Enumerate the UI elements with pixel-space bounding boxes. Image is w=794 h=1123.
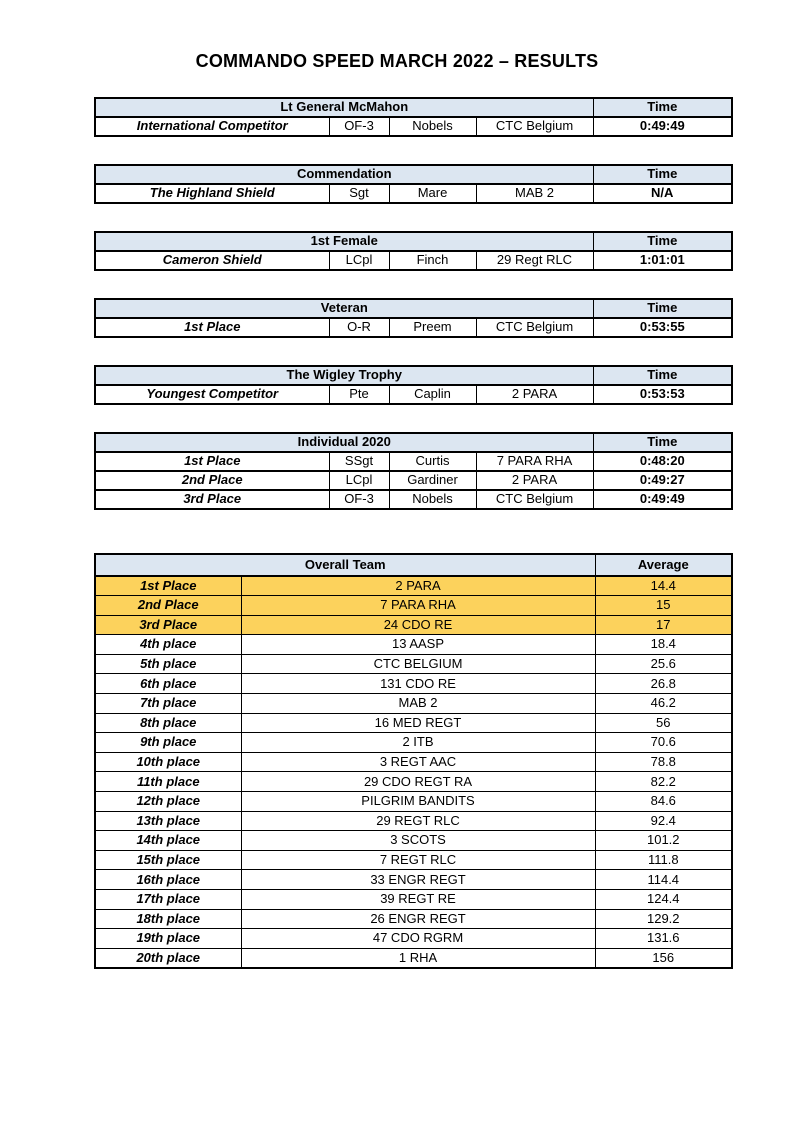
unit-cell: CTC Belgium bbox=[476, 318, 593, 337]
overall-team-header-cell: Overall Team bbox=[95, 554, 595, 576]
team-cell: 3 REGT AAC bbox=[241, 752, 595, 772]
table-row bbox=[95, 948, 732, 968]
place-cell: 19th place bbox=[95, 929, 241, 949]
average-cell: 84.6 bbox=[595, 792, 732, 812]
award-title-cell: 1st Female bbox=[95, 232, 593, 251]
team-cell: 29 REGT RLC bbox=[241, 811, 595, 831]
table-row bbox=[95, 909, 732, 929]
time-header-cell: Time bbox=[593, 165, 732, 184]
table-row bbox=[95, 694, 732, 714]
team-cell: 16 MED REGT bbox=[241, 713, 595, 733]
table-row bbox=[95, 772, 732, 792]
table-row bbox=[95, 850, 732, 870]
table-overall-team bbox=[94, 553, 733, 969]
team-cell: 39 REGT RE bbox=[241, 890, 595, 910]
average-cell: 15 bbox=[595, 596, 732, 616]
rank-cell: OF-3 bbox=[329, 490, 389, 509]
table-row bbox=[95, 490, 732, 509]
average-cell: 70.6 bbox=[595, 733, 732, 753]
trophy-label-cell: 2nd Place bbox=[95, 471, 329, 490]
surname-cell: Caplin bbox=[389, 385, 476, 404]
table-row bbox=[95, 792, 732, 812]
surname-cell: Gardiner bbox=[389, 471, 476, 490]
trophy-label-cell: 1st Place bbox=[95, 318, 329, 337]
time-cell: 0:49:49 bbox=[593, 490, 732, 509]
table-row bbox=[95, 654, 732, 674]
team-cell: CTC BELGIUM bbox=[241, 654, 595, 674]
table-wigley-trophy bbox=[94, 365, 733, 405]
rank-cell: SSgt bbox=[329, 452, 389, 471]
surname-cell: Curtis bbox=[389, 452, 476, 471]
average-cell: 129.2 bbox=[595, 909, 732, 929]
time-cell: 0:53:53 bbox=[593, 385, 732, 404]
trophy-label-cell: Youngest Competitor bbox=[95, 385, 329, 404]
table-row bbox=[95, 117, 732, 136]
time-cell: 0:53:55 bbox=[593, 318, 732, 337]
rank-cell: O-R bbox=[329, 318, 389, 337]
unit-cell: 2 PARA bbox=[476, 471, 593, 490]
average-cell: 14.4 bbox=[595, 576, 732, 596]
table-row bbox=[95, 831, 732, 851]
place-cell: 10th place bbox=[95, 752, 241, 772]
surname-cell: Finch bbox=[389, 251, 476, 270]
team-cell: 33 ENGR REGT bbox=[241, 870, 595, 890]
place-cell: 17th place bbox=[95, 890, 241, 910]
team-cell: 47 CDO RGRM bbox=[241, 929, 595, 949]
team-cell: 26 ENGR REGT bbox=[241, 909, 595, 929]
place-cell: 5th place bbox=[95, 654, 241, 674]
place-cell: 9th place bbox=[95, 733, 241, 753]
award-title-cell: Veteran bbox=[95, 299, 593, 318]
place-cell: 18th place bbox=[95, 909, 241, 929]
table-row bbox=[95, 318, 732, 337]
trophy-label-cell: International Competitor bbox=[95, 117, 329, 136]
table-row bbox=[95, 929, 732, 949]
average-cell: 25.6 bbox=[595, 654, 732, 674]
surname-cell: Nobels bbox=[389, 117, 476, 136]
table-row bbox=[95, 733, 732, 753]
average-cell: 114.4 bbox=[595, 870, 732, 890]
unit-cell: 29 Regt RLC bbox=[476, 251, 593, 270]
trophy-label-cell: 1st Place bbox=[95, 452, 329, 471]
team-cell: 3 SCOTS bbox=[241, 831, 595, 851]
place-cell: 12th place bbox=[95, 792, 241, 812]
place-cell: 6th place bbox=[95, 674, 241, 694]
team-cell: 29 CDO REGT RA bbox=[241, 772, 595, 792]
place-cell: 4th place bbox=[95, 635, 241, 655]
time-cell: N/A bbox=[593, 184, 732, 203]
table-header-row bbox=[95, 299, 732, 318]
average-cell: 46.2 bbox=[595, 694, 732, 714]
table-individual-2020 bbox=[94, 432, 733, 510]
average-cell: 124.4 bbox=[595, 890, 732, 910]
team-cell: 2 ITB bbox=[241, 733, 595, 753]
award-title-cell: The Wigley Trophy bbox=[95, 366, 593, 385]
place-cell: 11th place bbox=[95, 772, 241, 792]
time-cell: 1:01:01 bbox=[593, 251, 732, 270]
table-row bbox=[95, 752, 732, 772]
page-title: COMMANDO SPEED MARCH 2022 – RESULTS bbox=[195, 51, 599, 71]
average-cell: 18.4 bbox=[595, 635, 732, 655]
table-row bbox=[95, 635, 732, 655]
table-row bbox=[95, 385, 732, 404]
team-cell: 13 AASP bbox=[241, 635, 595, 655]
surname-cell: Mare bbox=[389, 184, 476, 203]
table-row bbox=[95, 251, 732, 270]
rank-cell: LCpl bbox=[329, 251, 389, 270]
place-cell: 1st Place bbox=[95, 576, 241, 596]
table-row bbox=[95, 184, 732, 203]
table-commendation bbox=[94, 164, 733, 204]
table-row bbox=[95, 576, 732, 596]
time-header-cell: Time bbox=[593, 98, 732, 117]
average-cell: 92.4 bbox=[595, 811, 732, 831]
rank-cell: OF-3 bbox=[329, 117, 389, 136]
surname-cell: Nobels bbox=[389, 490, 476, 509]
average-header-cell: Average bbox=[595, 554, 732, 576]
table-row bbox=[95, 674, 732, 694]
table-row bbox=[95, 713, 732, 733]
trophy-label-cell: The Highland Shield bbox=[95, 184, 329, 203]
surname-cell: Preem bbox=[389, 318, 476, 337]
table-veteran bbox=[94, 298, 733, 338]
rank-cell: Sgt bbox=[329, 184, 389, 203]
table-row bbox=[95, 452, 732, 471]
trophy-label-cell: 3rd Place bbox=[95, 490, 329, 509]
average-cell: 56 bbox=[595, 713, 732, 733]
time-header-cell: Time bbox=[593, 366, 732, 385]
table-header-row bbox=[95, 165, 732, 184]
trophy-label-cell: Cameron Shield bbox=[95, 251, 329, 270]
table-row bbox=[95, 615, 732, 635]
table-header-row bbox=[95, 554, 732, 576]
team-cell: PILGRIM BANDITS bbox=[241, 792, 595, 812]
team-cell: 7 PARA RHA bbox=[241, 596, 595, 616]
average-cell: 26.8 bbox=[595, 674, 732, 694]
place-cell: 3rd Place bbox=[95, 615, 241, 635]
time-header-cell: Time bbox=[593, 299, 732, 318]
average-cell: 17 bbox=[595, 615, 732, 635]
team-cell: MAB 2 bbox=[241, 694, 595, 714]
place-cell: 16th place bbox=[95, 870, 241, 890]
time-header-cell: Time bbox=[593, 232, 732, 251]
rank-cell: Pte bbox=[329, 385, 389, 404]
rank-cell: LCpl bbox=[329, 471, 389, 490]
place-cell: 13th place bbox=[95, 811, 241, 831]
table-row bbox=[95, 471, 732, 490]
award-title-cell: Commendation bbox=[95, 165, 593, 184]
table-row bbox=[95, 596, 732, 616]
place-cell: 20th place bbox=[95, 948, 241, 968]
table-row bbox=[95, 811, 732, 831]
average-cell: 131.6 bbox=[595, 929, 732, 949]
team-cell: 24 CDO RE bbox=[241, 615, 595, 635]
table-1st-female bbox=[94, 231, 733, 271]
table-header-row bbox=[95, 366, 732, 385]
place-cell: 15th place bbox=[95, 850, 241, 870]
team-cell: 1 RHA bbox=[241, 948, 595, 968]
time-cell: 0:49:49 bbox=[593, 117, 732, 136]
table-lt-general-mcmahon bbox=[94, 97, 733, 137]
table-header-row bbox=[95, 433, 732, 452]
unit-cell: 2 PARA bbox=[476, 385, 593, 404]
unit-cell: MAB 2 bbox=[476, 184, 593, 203]
place-cell: 8th place bbox=[95, 713, 241, 733]
average-cell: 111.8 bbox=[595, 850, 732, 870]
place-cell: 7th place bbox=[95, 694, 241, 714]
place-cell: 2nd Place bbox=[95, 596, 241, 616]
average-cell: 156 bbox=[595, 948, 732, 968]
average-cell: 82.2 bbox=[595, 772, 732, 792]
table-header-row bbox=[95, 98, 732, 117]
award-title-cell: Individual 2020 bbox=[95, 433, 593, 452]
time-cell: 0:49:27 bbox=[593, 471, 732, 490]
time-header-cell: Time bbox=[593, 433, 732, 452]
time-cell: 0:48:20 bbox=[593, 452, 732, 471]
unit-cell: CTC Belgium bbox=[476, 117, 593, 136]
award-title-cell: Lt General McMahon bbox=[95, 98, 593, 117]
team-cell: 2 PARA bbox=[241, 576, 595, 596]
unit-cell: 7 PARA RHA bbox=[476, 452, 593, 471]
place-cell: 14th place bbox=[95, 831, 241, 851]
average-cell: 101.2 bbox=[595, 831, 732, 851]
team-cell: 131 CDO RE bbox=[241, 674, 595, 694]
table-row bbox=[95, 890, 732, 910]
table-header-row bbox=[95, 232, 732, 251]
team-cell: 7 REGT RLC bbox=[241, 850, 595, 870]
average-cell: 78.8 bbox=[595, 752, 732, 772]
table-row bbox=[95, 870, 732, 890]
unit-cell: CTC Belgium bbox=[476, 490, 593, 509]
